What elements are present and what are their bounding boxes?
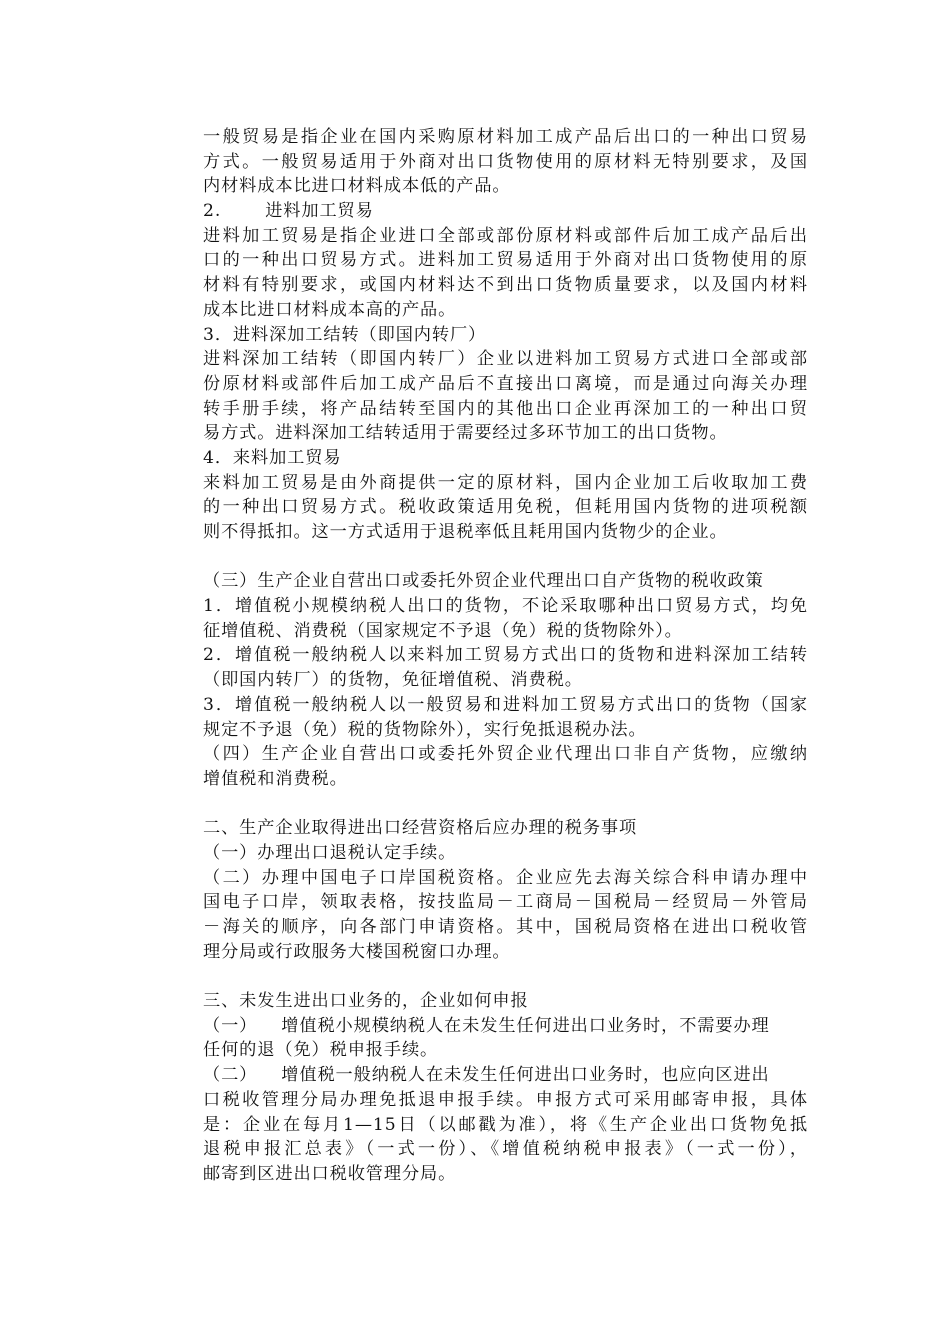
list-item-line: 规定不予退（免）税的货物除外），实行免抵退税办法。 bbox=[203, 719, 647, 740]
section-title: 三、未发生进出口业务的，企业如何申报 bbox=[203, 991, 529, 1012]
list-item-line: （即国内转厂）的货物，免征增值税、消费税。 bbox=[203, 670, 583, 691]
paragraph-line: 进料加工贸易是指企业进口全部或部份原材料或部件后加工成产品后出 bbox=[203, 225, 808, 246]
item-title: 进料加工贸易 bbox=[265, 201, 374, 222]
heading-item-3: 3．进料深加工结转（即国内转厂） bbox=[203, 324, 487, 345]
paragraph-line: 进料深加工结转（即国内转厂）企业以进料加工贸易方式进口全部或部 bbox=[203, 349, 808, 370]
paragraph-line: （一）办理出口退税认定手续。 bbox=[203, 842, 457, 863]
list-item-line: 3．增值税一般纳税人以一般贸易和进料加工贸易方式出口的货物（国家 bbox=[203, 694, 808, 715]
paragraph-line: 国电子口岸，领取表格，按技监局－工商局－国税局－经贸局－外管局 bbox=[203, 892, 808, 913]
list-item-line: 退税申报汇总表》（一式一份）、《增值税纳税申报表》（一式一份）， bbox=[203, 1139, 808, 1160]
list-item-line: 邮寄到区进出口税收管理分局。 bbox=[203, 1163, 457, 1184]
paragraph-line: 成本比进口材料成本高的产品。 bbox=[203, 299, 457, 320]
list-item-line: 口税收管理分局办理免抵退申报手续。申报方式可采用邮寄申报，具体 bbox=[203, 1089, 808, 1110]
paragraph-line: （四）生产企业自营出口或委托外贸企业代理出口非自产货物，应缴纳 bbox=[203, 744, 808, 765]
section-title: （三）生产企业自营出口或委托外贸企业代理出口自产货物的税收政策 bbox=[203, 571, 764, 592]
paragraph-line: 则不得抵扣。这一方式适用于退税率低且耗用国内货物少的企业。 bbox=[203, 522, 728, 542]
paragraph-line: 份原材料或部件后加工成产品后不直接出口离境，而是通过向海关办理 bbox=[203, 373, 808, 394]
paragraph-line: 方式。一般贸易适用于外商对出口货物使用的原材料无特别要求，及国 bbox=[203, 151, 808, 172]
paragraph-line: 口的一种出口贸易方式。进料加工贸易适用于外商对出口货物使用的原 bbox=[203, 250, 808, 271]
item-number: （二） bbox=[203, 1065, 258, 1086]
paragraph-line: （二）办理中国电子口岸国税资格。企业应先去海关综合科申请办理中 bbox=[203, 867, 808, 888]
list-item-line: 2．增值税一般纳税人以来料加工贸易方式出口的货物和进料深加工结转 bbox=[203, 645, 808, 666]
paragraph-line: 增值税和消费税。 bbox=[203, 768, 348, 789]
blank-line bbox=[203, 964, 808, 989]
item-text: 增值税一般纳税人在未发生任何进出口业务时，也应向区进出 bbox=[281, 1065, 770, 1086]
blank-line bbox=[203, 792, 808, 817]
paragraph-line: 材料有特别要求，或国内材料达不到出口货物质量要求，以及国内材料 bbox=[203, 275, 808, 296]
paragraph-line: 内材料成本比进口材料成本低的产品。 bbox=[203, 176, 511, 197]
section-title: 二、生产企业取得进出口经营资格后应办理的税务事项 bbox=[203, 818, 638, 839]
paragraph-line: 转手册手续，将产品结转至国内的其他出口企业再深加工的一种出口贸 bbox=[203, 398, 808, 419]
list-item-line: 1．增值税小规模纳税人出口的货物，不论采取哪种出口贸易方式，均免 bbox=[203, 596, 808, 617]
list-item-line: 是：企业在每月1—15日（以邮戳为准），将《生产企业出口货物免抵 bbox=[203, 1114, 808, 1135]
document-body bbox=[203, 125, 808, 1187]
item-number: （一） bbox=[203, 1015, 258, 1036]
paragraph-line: 一般贸易是指企业在国内采购原材料加工成产品后出口的一种出口贸易 bbox=[203, 127, 808, 147]
item-number: 2. bbox=[203, 201, 222, 222]
list-item-line: 征增值税、消费税（国家规定不予退（免）税的货物除外）。 bbox=[203, 620, 683, 641]
list-item-line bbox=[203, 1014, 808, 1039]
paragraph-line: －海关的顺序，向各部门申请资格。其中，国税局资格在进出口税收管 bbox=[203, 917, 808, 937]
paragraph-line: 来料加工贸易是由外商提供一定的原材料，国内企业加工后收取加工费 bbox=[203, 472, 808, 493]
list-item-line bbox=[203, 1063, 808, 1088]
item-text: 增值税小规模纳税人在未发生任何进出口业务时，不需要办理 bbox=[281, 1015, 770, 1036]
paragraph-line: 理分局或行政服务大楼国税窗口办理。 bbox=[203, 941, 511, 962]
list-item-line: 任何的退（免）税申报手续。 bbox=[203, 1040, 439, 1061]
paragraph-line: 易方式。进料深加工结转适用于需要经过多环节加工的出口货物。 bbox=[203, 423, 728, 444]
heading-item-4: 4．来料加工贸易 bbox=[203, 447, 342, 468]
heading-item-2 bbox=[203, 199, 808, 224]
blank-line bbox=[203, 545, 808, 570]
paragraph-line: 的一种出口贸易方式。税收政策适用免税，但耗用国内货物的进项税额 bbox=[203, 497, 808, 518]
